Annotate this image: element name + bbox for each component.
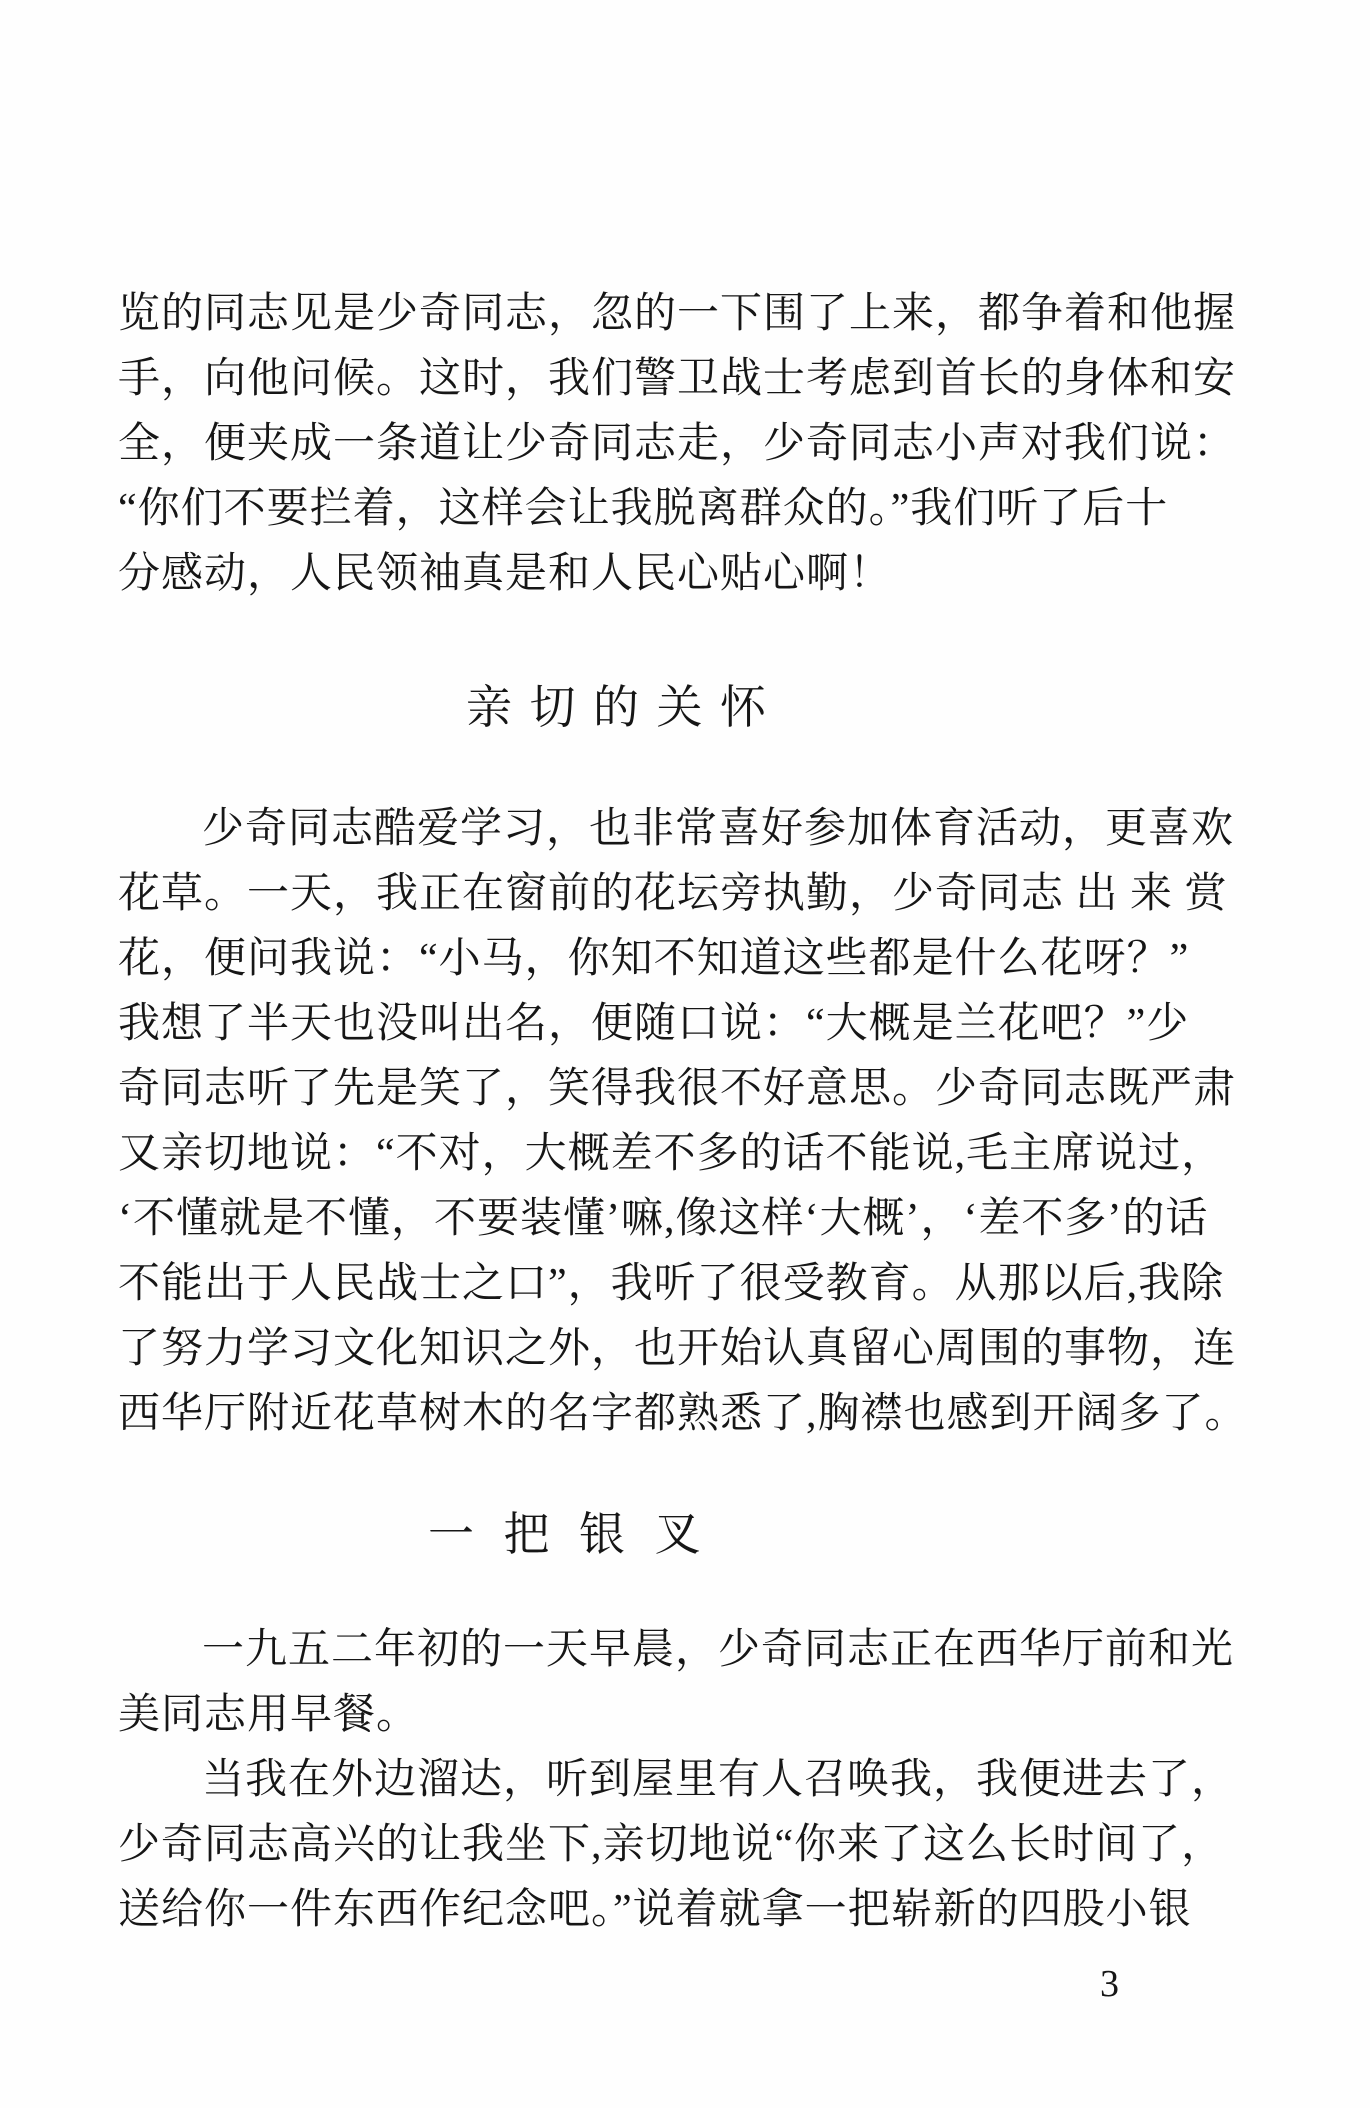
text-line: 美同志用早餐。 xyxy=(118,1692,420,1738)
text-line: 又亲切地说：“不对，大概差不多的话不能说,毛主席说过， xyxy=(118,1131,1225,1177)
text-line: 少奇同志高兴的让我坐下,亲切地说“你来了这么长时间了， xyxy=(118,1822,1225,1868)
paragraph xyxy=(118,282,1278,607)
text-line: 西华厅附近花草树木的名字都熟悉了,胸襟也感到开阔多了。 xyxy=(118,1391,1248,1437)
text-line: 当我在外边溜达，听到屋里有人召唤我，我便进去了， xyxy=(202,1757,1235,1803)
paragraph xyxy=(118,1748,1278,1943)
text-line: 手，向他问候。这时，我们警卫战士考虑到首长的身体和安 xyxy=(118,356,1237,402)
text-line: 览的同志见是少奇同志，忽的一下围了上来，都争着和他握 xyxy=(118,291,1237,337)
text-line: 分感动，人民领袖真是和人民心贴心啊！ xyxy=(118,551,893,597)
text-line: 少奇同志酷爱学习，也非常喜好参加体育活动，更喜欢 xyxy=(202,806,1235,852)
text-line: 一九五二年初的一天早晨，少奇同志正在西华厅前和光 xyxy=(202,1627,1235,1673)
text-line: 花，便问我说：“小马，你知不知道这些都是什么花呀？” xyxy=(118,936,1190,982)
text-line: 我想了半天也没叫出名，便随口说：“大概是兰花吧？”少 xyxy=(118,1001,1190,1047)
page-content xyxy=(118,282,1278,1943)
text-line: 不能出于人民战士之口”，我听了很受教育。从那以后,我除 xyxy=(118,1261,1225,1307)
text-line: “你们不要拦着，这样会让我脱离群众的。”我们听了后十 xyxy=(118,486,1169,532)
paragraph xyxy=(118,1618,1278,1748)
text-line: 花草。一天，我正在窗前的花坛旁执勤，少奇同志 出 来 赏 xyxy=(118,871,1228,917)
text-line: 送给你一件东西作纪念吧。”说着就拿一把崭新的四股小银 xyxy=(118,1887,1192,1933)
page-number: 3 xyxy=(1100,1963,1119,2005)
text-line: 奇同志听了先是笑了，笑得我很不好意思。少奇同志既严肃 xyxy=(118,1066,1237,1112)
section-heading: 亲 切 的 关 怀 xyxy=(466,682,769,733)
section-heading: 一 把 银 叉 xyxy=(428,1509,710,1560)
text-line: 全，便夹成一条道让少奇同志走，少奇同志小声对我们说： xyxy=(118,421,1237,467)
paragraph xyxy=(118,797,1278,1447)
text-line: ‘不懂就是不懂，不要装懂’嘛,像这样‘大概’，‘差不多’的话 xyxy=(118,1196,1209,1242)
text-line: 了努力学习文化知识之外，也开始认真留心周围的事物，连 xyxy=(118,1326,1237,1372)
